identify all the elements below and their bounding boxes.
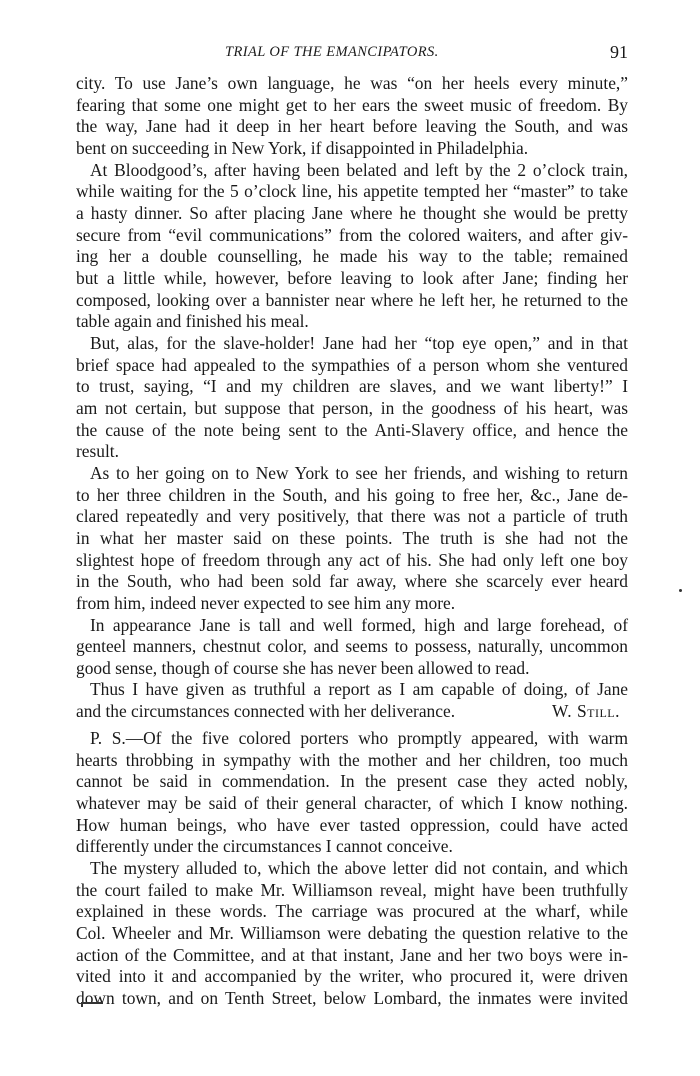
text-line: to her three children in the South, and his going to free her, &c., Jane de- [76, 485, 628, 505]
text-line: the court failed to make Mr. Williamson reveal, might have been truthfully [76, 880, 628, 900]
text-line: in what her master said on these points. The truth is she had not the [76, 528, 628, 548]
text-line: fearing that some one might get to her ears the sweet music of freedom. By [76, 95, 628, 115]
text-line: table again and finished his meal. [76, 311, 309, 331]
text-line: ing her a double counselling, he made his way to the table; remained [76, 246, 628, 266]
text-line: am not certain, but suppose that person, in the goodness of his heart, was [76, 398, 628, 418]
text-line: slightest hope of freedom through any act of his. She had only left one boy [76, 550, 628, 570]
text-line: action of the Committee, and at that instant, Jane and her two boys were in- [76, 945, 628, 965]
text-line: whatever may be said of their general character, of which I know nothing. [76, 793, 628, 813]
text-line: Col. Wheeler and Mr. Williamson were debating the question relative to the [76, 923, 628, 943]
text-line: How human beings, who have ever tasted oppression, could have acted [76, 815, 628, 835]
text-line: good sense, though of course she has never been allowed to read. [76, 658, 530, 678]
text-line: cannot be said in commendation. In the present case they acted nobly, [76, 771, 628, 791]
text-line: In appearance Jane is tall and well formed, high and large forehead, of [90, 615, 628, 635]
text-line: clared repeatedly and very positively, that there was not a particle of truth [76, 506, 628, 526]
page-number: 91 [610, 42, 628, 62]
text-line: from him, indeed never expected to see him any more. [76, 593, 456, 613]
signature: W. Still. [551, 701, 620, 721]
scan-smudge [81, 1002, 103, 1007]
text-line: the cause of the note being sent to the Anti-Slavery office, and hence the [76, 420, 628, 440]
text-line: result. [76, 441, 119, 461]
text-line: in the South, who had been sold far away, where she scarcely ever heard [76, 571, 628, 591]
scan-speck [679, 589, 682, 592]
running-head [76, 44, 628, 66]
text-line: differently under the circumstances I cannot conceive. [76, 836, 453, 856]
text-line: vited into it and accompanied by the writer, who procured it, were driven [76, 966, 628, 986]
text-line-content: and the circumstances connected with her deliverance. [76, 701, 456, 721]
running-title: TRIAL OF THE EMANCIPATORS. [225, 44, 439, 60]
text-line: bent on succeeding in New York, if disappointed in Philadelphia. [76, 138, 529, 158]
text-line: P. S.—Of the five colored porters who promptly appeared, with warm [90, 728, 628, 748]
text-line: Thus I have given as truthful a report as I am capable of doing, of Jane [90, 679, 628, 699]
text-line: to trust, saying, “I and my children are slaves, and we want liberty!” I [76, 376, 628, 396]
text-line: genteel manners, chestnut color, and seems to possess, naturally, uncommon [76, 636, 628, 656]
text-line: The mystery alluded to, which the above letter did not contain, and which [90, 858, 628, 878]
text-line: the way, Jane had it deep in her heart before leaving the South, and was [76, 116, 628, 136]
text-line: a hasty dinner. So after placing Jane where he thought she would be pretty [76, 203, 628, 223]
text-line [76, 700, 628, 722]
text-line: composed, looking over a bannister near where he left her, he returned to the [76, 290, 628, 310]
text-line: city. To use Jane’s own language, he was “on her heels every minute,” [76, 73, 628, 93]
text-line: but a little while, however, before leaving to look after Jane; finding her [76, 268, 628, 288]
text-line: At Bloodgood’s, after having been belated and left by the 2 o’clock train, [90, 160, 628, 180]
text-line: As to her going on to New York to see her friends, and wishing to return [90, 463, 628, 483]
text-line: while waiting for the 5 o’clock line, his appetite tempted her “master” to take [76, 181, 628, 201]
text-line: hearts throbbing in sympathy with the mother and her children, too much [76, 750, 628, 770]
text-line: explained in these words. The carriage was procured at the wharf, while [76, 901, 628, 921]
text-line: But, alas, for the slave-holder! Jane had her “top eye open,” and in that [90, 333, 628, 353]
text-line: down town, and on Tenth Street, below Lombard, the inmates were invited [76, 988, 628, 1008]
text-line: brief space had appealed to the sympathies of a person whom she ventured [76, 355, 628, 375]
text-line: secure from “evil communications” from the colored waiters, and after giv- [76, 225, 628, 245]
